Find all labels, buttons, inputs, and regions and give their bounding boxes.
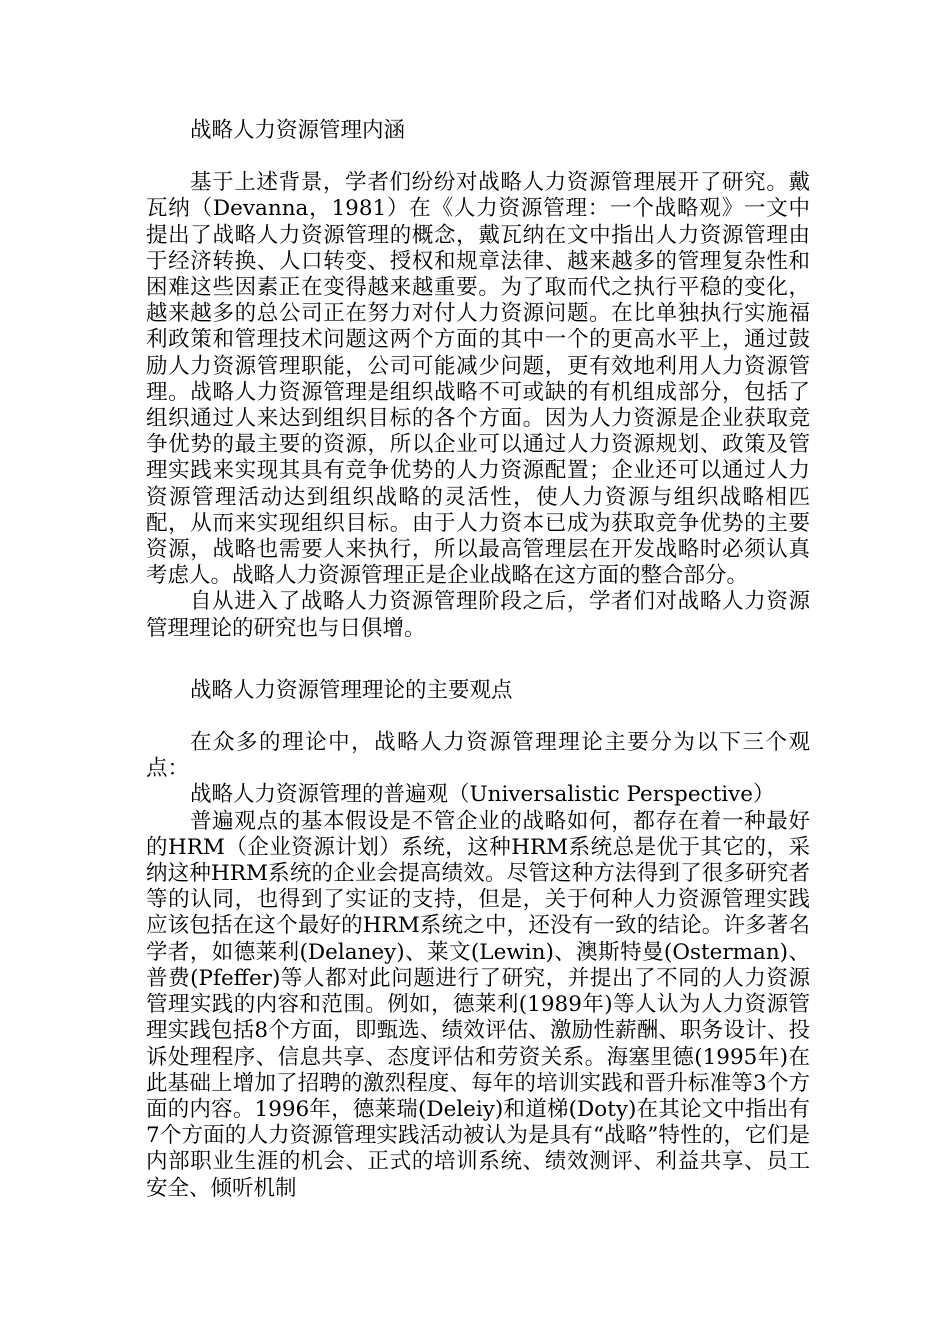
section-heading-connotation: 战略人力资源管理内涵 — [190, 118, 406, 143]
document-page — [146, 108, 810, 1202]
paragraph-research-growth: 自从进入了战略人力资源管理阶段之后，学者们对战略人力资源管理理论的研究也与日俱增。 — [146, 589, 810, 641]
paragraph-universalistic: 普遍观点的基本假设是不管企业的战略如何，都存在着一种最好的HRM（企业资源计划）系统，这种HRM系统总是优于其它的，采纳这种HRM系统的企业会提高绩效。尽管这种方法得到了很多研究者等的认同，也得到了实证的支持，但是，关于何种人力资源管理实践应该包括在这个最好的HRM系统之中，还没有一致的结论。许多著名学者，如德莱利(Delaney)、莱文(Lewin)、澳斯特曼(Osterman)、普费(Pfeffer)等人都对此问题进行了研究，并提出了不同的人力资源管理实践的内容和范围。例如，德莱利(1989年)等人认为人力资源管理实践包括8个方面，即甄选、绩效评估、激励性薪酬、职务设计、投诉处理程序、信息共享、态度评估和劳资关系。海塞里德(1995年)在此基础上增加了招聘的激烈程度、每年的培训实践和晋升标准等3个方面的内容。1996年，德莱瑞(Deleiy)和道梯(Doty)在其论文中指出有7个方面的人力资源管理实践活动被认为是具有“战略”特性的，它们是内部职业生涯的机会、正式的培训系统、绩效测评、利益共享、员工安全、倾听机制 — [146, 808, 810, 1201]
spacer — [146, 144, 810, 170]
spacer — [146, 704, 810, 730]
paragraph-background: 基于上述背景，学者们纷纷对战略人力资源管理展开了研究。戴瓦纳（Devanna，1981）在《人力资源管理：一个战略观》一文中提出了战略人力资源管理的概念，戴瓦纳在文中指出人力资源管理由于经济转换、人口转变、授权和规章法律、越来越多的管理复杂性和困难这些因素正在变得越来越重要。为了取而代之执行平稳的变化，越来越多的总公司正在努力对付人力资源问题。在比单独执行实施福利政策和管理技术问题这两个方面的其中一个的更高水平上，通过鼓励人力资源管理职能，公司可能减少问题，更有效地利用人力资源管理。战略人力资源管理是组织战略不可或缺的有机组成部分，包括了组织通过人来达到组织目标的各个方面。因为人力资源是企业获取竞争优势的最主要的资源，所以企业可以通过人力资源规划、政策及管理实践来实现其具有竞争优势的人力资源配置；企业还可以通过人力资源管理活动达到组织战略的灵活性，使人力资源与组织战略相匹配，从而来实现组织目标。由于人力资本已成为获取竞争优势的主要资源，战略也需要人来执行，所以最高管理层在开发战略时必须认真考虑人。战略人力资源管理正是企业战略在这方面的整合部分。 — [146, 170, 810, 589]
spacer — [146, 642, 810, 668]
subheading-universalistic: 战略人力资源管理的普遍观（Universalistic Perspective） — [190, 782, 775, 808]
section-heading-main-views: 战略人力资源管理理论的主要观点 — [190, 677, 513, 703]
paragraph-three-views: 在众多的理论中，战略人力资源管理理论主要分为以下三个观点： — [146, 730, 810, 782]
